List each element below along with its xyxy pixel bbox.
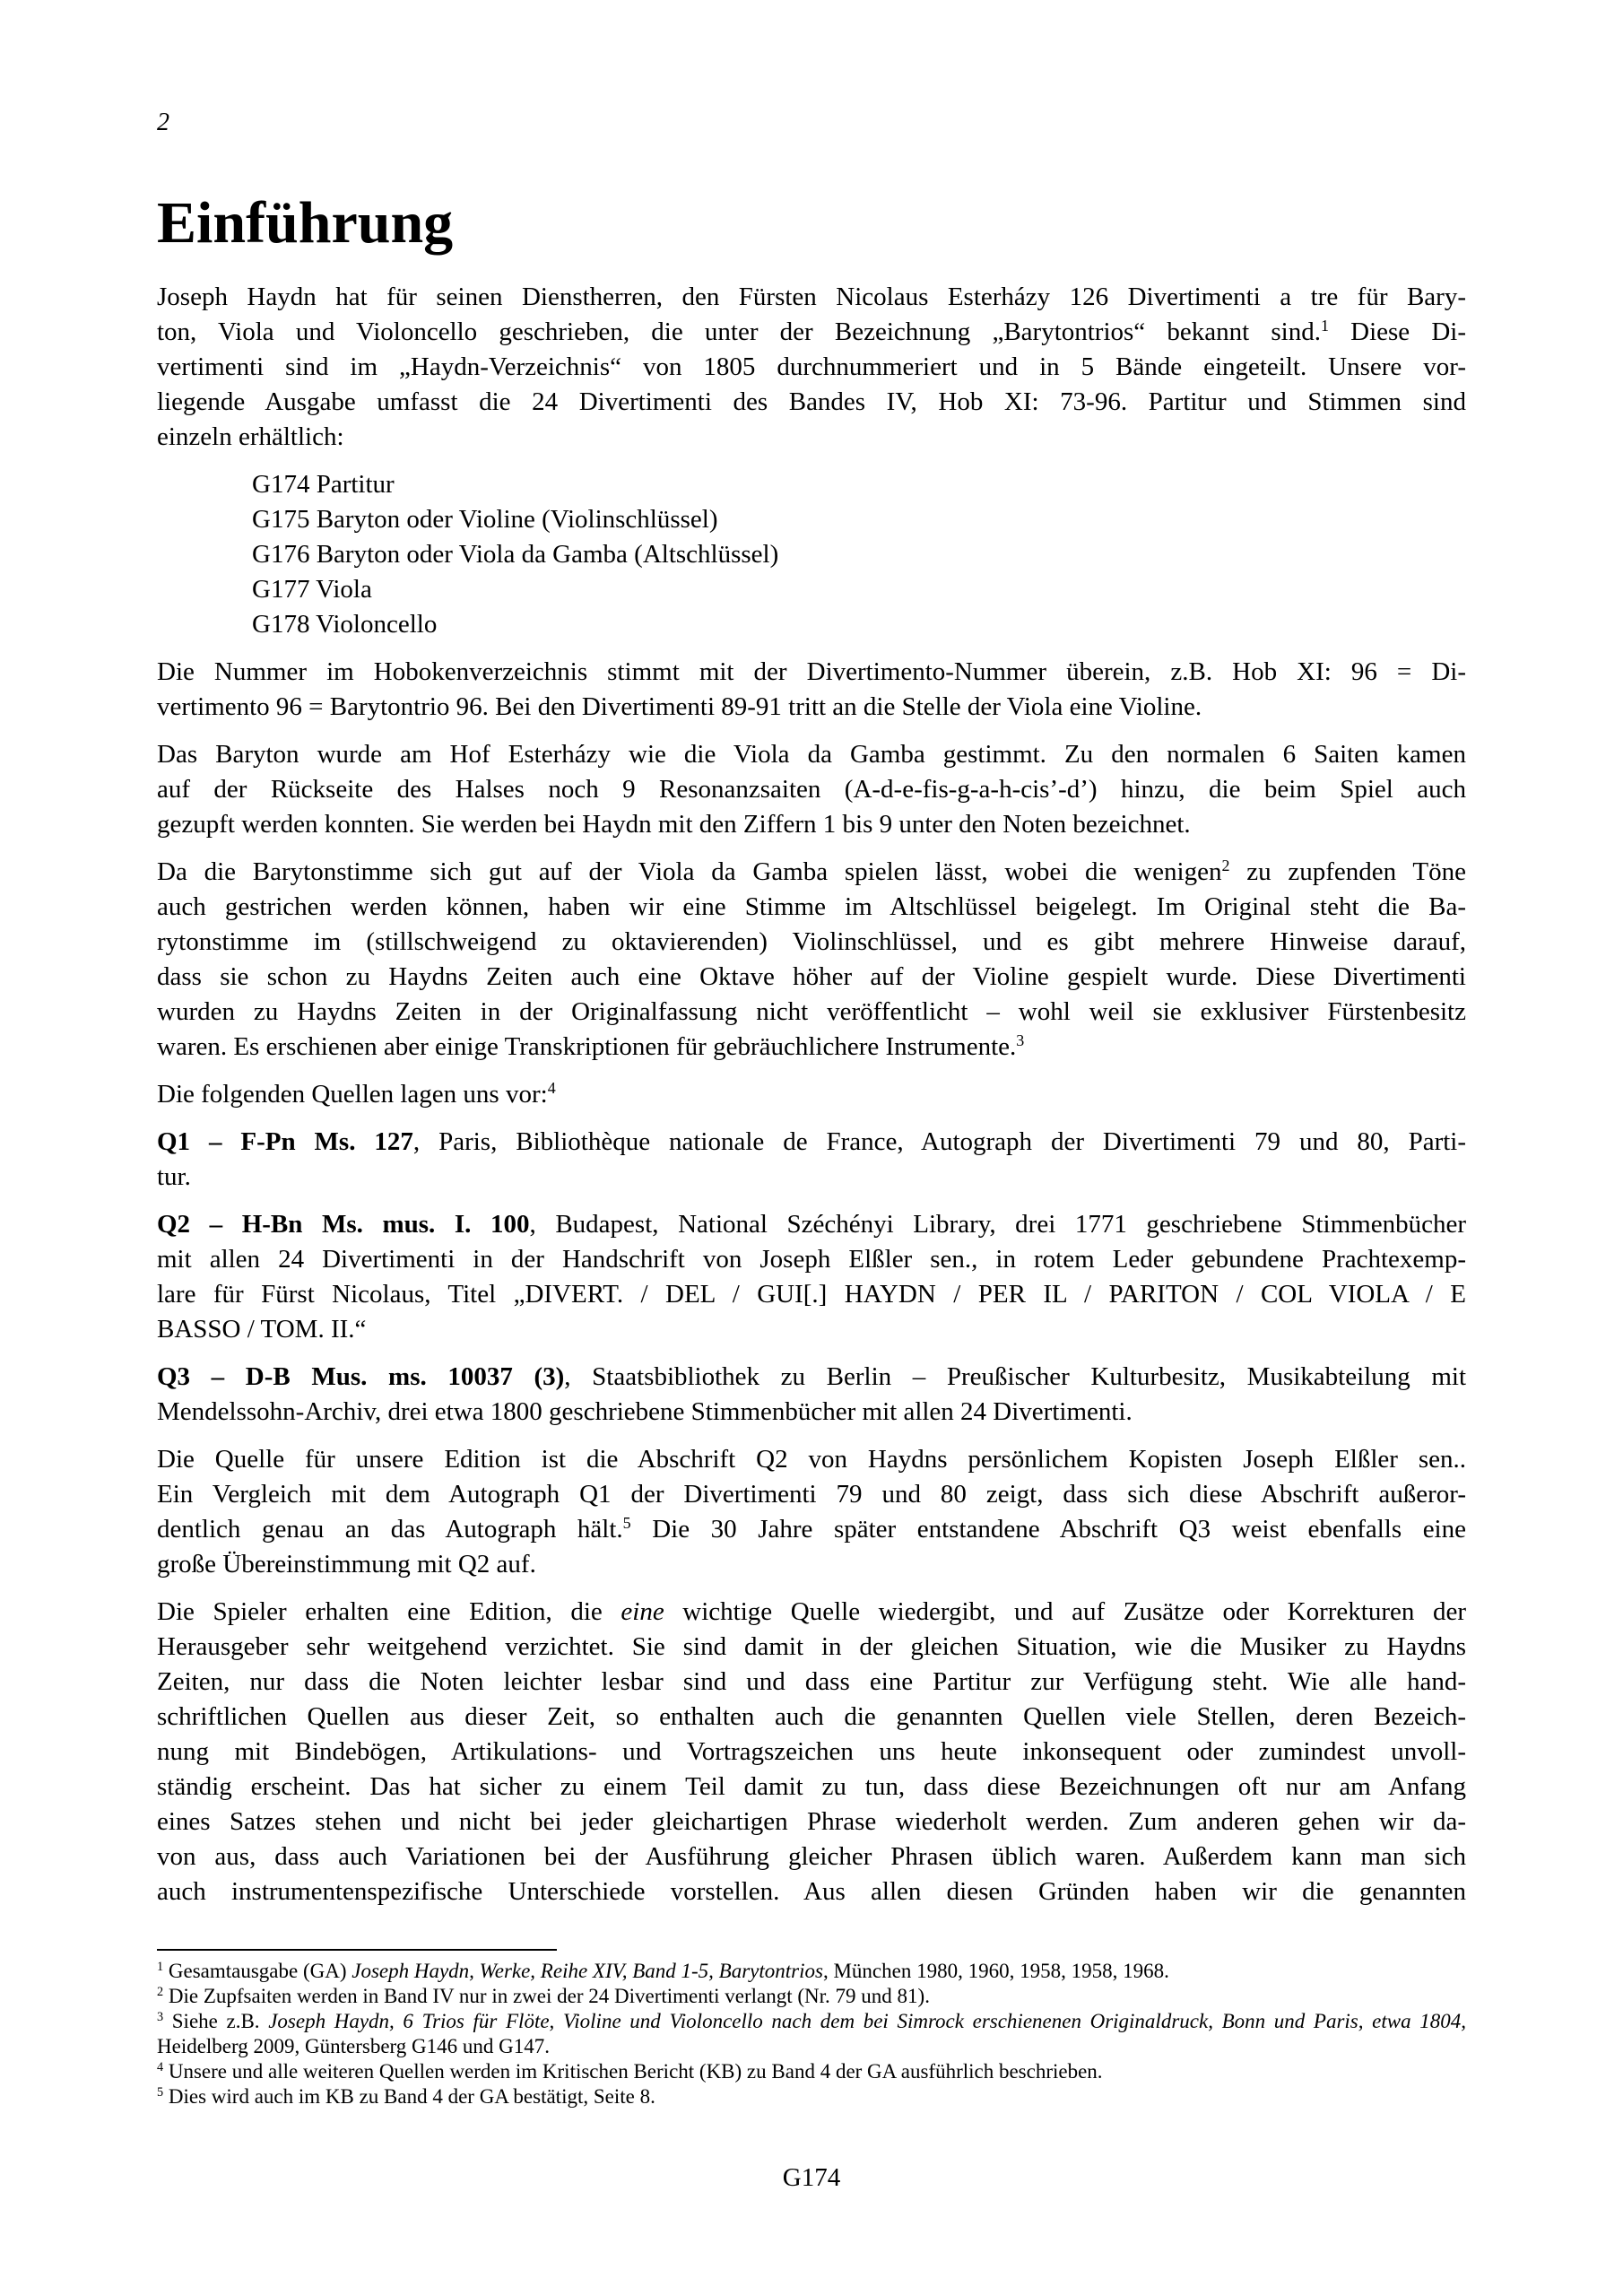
text-line — [157, 1839, 1466, 1874]
text-run: Q2 – H-Bn Ms. mus. I. 100 — [157, 1210, 530, 1239]
text-run: zu zupfenden Töne — [1229, 857, 1466, 886]
text-line — [157, 737, 1466, 772]
footnote — [157, 2084, 1466, 2109]
paragraph — [157, 655, 1466, 725]
text-run: mit allen 24 Divertimenti in der Handschrift von Joseph Elßler sen., in rotem Leder gebundene Prachtexemp- — [157, 1245, 1466, 1274]
page-title: Einführung — [157, 190, 454, 256]
paragraph — [157, 1360, 1466, 1430]
text-run: tur. — [157, 1162, 191, 1191]
text-run: gezupft werden konnten. Sie werden bei Haydn mit den Ziffern 1 bis 9 unter den Noten bezeichnet. — [157, 810, 1191, 839]
text-line — [157, 1312, 1466, 1347]
text-run: Siehe z.B. — [163, 2010, 269, 2032]
footnote-ref: 1 — [1320, 317, 1329, 335]
text-run: rytonstimme im (stillschweigend zu oktavierenden) Violinschlüssel, und es gibt mehrere Hinweise darauf, — [157, 927, 1466, 956]
paragraph — [157, 1125, 1466, 1195]
text-line — [157, 315, 1466, 350]
footnote-number: 5 — [157, 2085, 164, 2100]
list-item — [252, 537, 1466, 572]
text-line — [157, 385, 1466, 420]
paragraph — [157, 280, 1466, 455]
footnote-separator — [157, 1949, 557, 1951]
text-run: Mendelssohn-Archiv, drei etwa 1800 geschriebene Stimmenbücher mit allen 24 Divertimenti. — [157, 1397, 1133, 1426]
text-line — [157, 1700, 1466, 1735]
footnotes-section — [157, 1959, 1466, 2109]
text-line — [157, 855, 1466, 890]
text-line — [157, 1665, 1466, 1700]
footnote-number: 1 — [157, 1960, 164, 1975]
text-line — [157, 1207, 1466, 1242]
text-line — [157, 1805, 1466, 1839]
text-line — [157, 960, 1466, 995]
footnote-ref: 5 — [622, 1514, 631, 1533]
text-run: Joseph Haydn, 6 Trios für Flöte, Violine und Violoncello nach dem bei Simrock erschienenen Originaldruck, Bonn und Paris, etwa 1804, — [268, 2010, 1466, 2032]
text-line — [157, 280, 1466, 315]
page-footer: G174 — [782, 2163, 841, 2192]
list-item — [252, 572, 1466, 607]
text-line — [157, 1160, 1466, 1195]
footnote-number: 4 — [157, 2060, 164, 2075]
text-line — [157, 995, 1466, 1030]
text-line — [157, 655, 1466, 690]
paragraph — [157, 1207, 1466, 1347]
text-run: vertimento 96 = Barytontrio 96. Bei den Divertimenti 89-91 tritt an die Stelle der Viola eine Violine. — [157, 692, 1202, 721]
text-line — [157, 1030, 1466, 1065]
text-run: Joseph Haydn hat für seinen Dienstherren, den Fürsten Nicolaus Esterházy 126 Divertimenti a tre für Bary- — [157, 283, 1466, 311]
paragraph — [157, 1077, 1466, 1112]
text-run: G175 Baryton oder Violine (Violinschlüssel) — [252, 505, 718, 534]
footnote-line — [157, 2059, 1466, 2084]
text-run: wurden zu Haydns Zeiten in der Originalfassung nicht veröffentlicht – wohl weil sie exklusiver Fürstenbesitz — [157, 997, 1466, 1026]
text-run: Ein Vergleich mit dem Autograph Q1 der Divertimenti 79 und 80 zeigt, dass sich diese Abschrift außeror- — [157, 1480, 1466, 1509]
edition-catalog-list — [252, 467, 1466, 642]
document-content — [157, 280, 1466, 1909]
text-run: Die Spieler erhalten eine Edition, die — [157, 1597, 621, 1626]
text-run: Herausgeber sehr weitgehend verzichtet. Sie sind damit in der gleichen Situation, wie die Musiker zu Haydns — [157, 1632, 1466, 1661]
text-run: G178 Violoncello — [252, 610, 438, 639]
text-run: lare für Fürst Nicolaus, Titel „DIVERT. / DEL / GUI[.] HAYDN / PER IL / PARITON / COL VIOLA / E — [157, 1280, 1466, 1309]
text-run: G177 Viola — [252, 575, 372, 604]
footnote — [157, 1959, 1466, 1984]
text-run: eines Satzes stehen und nicht bei jeder gleichartigen Phrase wiederholt werden. Zum anderen gehen wir da- — [157, 1807, 1466, 1836]
text-run: schriftlichen Quellen aus dieser Zeit, so enthalten auch die genannten Quellen viele Stellen, deren Bezeich- — [157, 1702, 1466, 1731]
text-line — [157, 1442, 1466, 1477]
text-line — [157, 350, 1466, 385]
paragraph — [157, 1595, 1466, 1909]
footnote-line — [157, 2084, 1466, 2109]
text-run: Die Nummer im Hobokenverzeichnis stimmt mit der Divertimento-Nummer überein, z.B. Hob XI: 96 = Di- — [157, 657, 1466, 686]
text-line — [157, 890, 1466, 925]
text-run: G174 Partitur — [252, 470, 395, 499]
text-line — [157, 1595, 1466, 1630]
text-run: auch gestrichen werden können, haben wir eine Stimme im Altschlüssel beigelegt. Im Original steht die Ba- — [157, 892, 1466, 921]
text-run: Die Quelle für unsere Edition ist die Abschrift Q2 von Haydns persönlichem Kopisten Joseph Elßler sen.. — [157, 1445, 1466, 1474]
text-line — [157, 1735, 1466, 1770]
text-run: G176 Baryton oder Viola da Gamba (Altschlüssel) — [252, 540, 779, 569]
footnote-number: 3 — [157, 2010, 164, 2025]
text-line — [157, 1242, 1466, 1277]
text-run: liegende Ausgabe umfasst die 24 Divertimenti des Bandes IV, Hob XI: 73-96. Partitur und Stimmen sind — [157, 387, 1466, 416]
text-run: Q3 – D-B Mus. ms. 10037 (3) — [157, 1362, 565, 1391]
footnote-line — [157, 1984, 1466, 2009]
footnote-ref: 2 — [1221, 857, 1230, 875]
footnote-number: 2 — [157, 1985, 164, 2000]
text-run: Unsere und alle weiteren Quellen werden im Kritischen Bericht (KB) zu Band 4 der GA ausführlich beschrieben. — [163, 2060, 1103, 2083]
list-item — [252, 607, 1466, 642]
list-item — [252, 467, 1466, 502]
footnote-line — [157, 1959, 1466, 1984]
text-line — [157, 1512, 1466, 1547]
text-run: Zeiten, nur dass die Noten leichter lesbar sind und dass eine Partitur zur Verfügung steht. Wie alle hand- — [157, 1667, 1466, 1696]
text-line — [157, 925, 1466, 960]
text-run: einzeln erhältlich: — [157, 422, 344, 451]
text-line — [157, 807, 1466, 842]
list-item — [252, 502, 1466, 537]
page-number: 2 — [157, 109, 169, 136]
footnote — [157, 1984, 1466, 2009]
footnote — [157, 2009, 1466, 2059]
text-run: nung mit Bindebögen, Artikulations- und Vortragszeichen uns heute inkonsequent oder zumindest unvoll- — [157, 1737, 1466, 1766]
paragraph — [157, 737, 1466, 842]
text-line — [157, 1277, 1466, 1312]
text-line — [157, 1077, 1466, 1112]
text-run: dass sie schon zu Haydns Zeiten auch eine Oktave höher auf der Violine gespielt wurde. Diese Divertimenti — [157, 962, 1466, 991]
text-line — [157, 1125, 1466, 1160]
text-line — [157, 1547, 1466, 1582]
text-run: Heidelberg 2009, Güntersberg G146 und G147. — [157, 2035, 550, 2057]
text-run: wichtige Quelle wiedergibt, und auf Zusätze oder Korrekturen der — [664, 1597, 1466, 1626]
text-run: Diese Di- — [1328, 317, 1466, 346]
text-line — [157, 1874, 1466, 1909]
text-run: Die Zupfsaiten werden in Band IV nur in zwei der 24 Divertimenti verlangt (Nr. 79 und 81). — [163, 1985, 930, 2007]
footnote-line — [157, 2009, 1466, 2034]
text-run: Die folgenden Quellen lagen uns vor: — [157, 1080, 548, 1109]
text-run: Q1 – F-Pn Ms. 127 — [157, 1127, 413, 1156]
text-run: Dies wird auch im KB zu Band 4 der GA bestätigt, Seite 8. — [163, 2085, 655, 2108]
footnote — [157, 2059, 1466, 2084]
text-run: waren. Es erschienen aber einige Transkriptionen für gebräuchlichere Instrumente. — [157, 1032, 1017, 1061]
text-run: , Paris, Bibliothèque nationale de France, Autograph der Divertimenti 79 und 80, Parti- — [412, 1127, 1466, 1156]
text-run: auch instrumentenspezifische Unterschiede vorstellen. Aus allen diesen Gründen haben wir die genannten — [157, 1877, 1466, 1906]
text-run: von aus, dass auch Variationen bei der Ausführung gleicher Phrasen üblich waren. Außerdem kann man sich — [157, 1842, 1466, 1871]
text-run: dentlich genau an das Autograph hält. — [157, 1515, 623, 1544]
text-run: eine — [621, 1597, 664, 1626]
footnote-ref: 3 — [1016, 1031, 1025, 1050]
text-run: ton, Viola und Violoncello geschrieben, die unter der Bezeichnung „Barytontrios“ bekannt sind. — [157, 317, 1321, 346]
text-run: , Staatsbibliothek zu Berlin – Preußischer Kulturbesitz, Musikabteilung mit — [564, 1362, 1466, 1391]
text-line — [157, 1630, 1466, 1665]
text-line — [157, 420, 1466, 455]
text-run: BASSO / TOM. II.“ — [157, 1315, 367, 1344]
text-run: Die 30 Jahre später entstandene Abschrift Q3 weist ebenfalls eine — [630, 1515, 1466, 1544]
text-run: vertimenti sind im „Haydn-Verzeichnis“ von 1805 durchnummeriert und in 5 Bände eingeteilt. Unsere vor- — [157, 352, 1466, 381]
paragraph — [157, 1442, 1466, 1582]
text-line — [157, 690, 1466, 725]
text-run: auf der Rückseite des Halses noch 9 Resonanzsaiten (A-d-e-fis-g-a-h-cis’-d’) hinzu, die beim Spiel auch — [157, 775, 1466, 804]
text-line — [157, 1477, 1466, 1512]
text-run: Da die Barytonstimme sich gut auf der Viola da Gamba spielen lässt, wobei die wenigen — [157, 857, 1222, 886]
paragraph — [157, 855, 1466, 1065]
text-run: Gesamtausgabe (GA) — [163, 1960, 352, 1982]
text-run: ständig erscheint. Das hat sicher zu einem Teil damit zu tun, dass diese Bezeichnungen oft nur am Anfang — [157, 1772, 1466, 1801]
text-line — [157, 1770, 1466, 1805]
text-line — [157, 772, 1466, 807]
footnote-line — [157, 2034, 1466, 2059]
text-line — [157, 1360, 1466, 1395]
text-run: , München 1980, 1960, 1958, 1958, 1968. — [822, 1960, 1169, 1982]
text-run: Joseph Haydn, Werke, Reihe XIV, Band 1-5, Barytontrios — [352, 1960, 823, 1982]
text-run: Das Baryton wurde am Hof Esterházy wie die Viola da Gamba gestimmt. Zu den normalen 6 Saiten kamen — [157, 740, 1466, 769]
text-run: große Übereinstimmung mit Q2 auf. — [157, 1550, 536, 1578]
text-run: , Budapest, National Széchényi Library, drei 1771 geschriebene Stimmenbücher — [529, 1210, 1466, 1239]
text-line — [157, 1395, 1466, 1430]
footnote-ref: 4 — [547, 1079, 556, 1098]
